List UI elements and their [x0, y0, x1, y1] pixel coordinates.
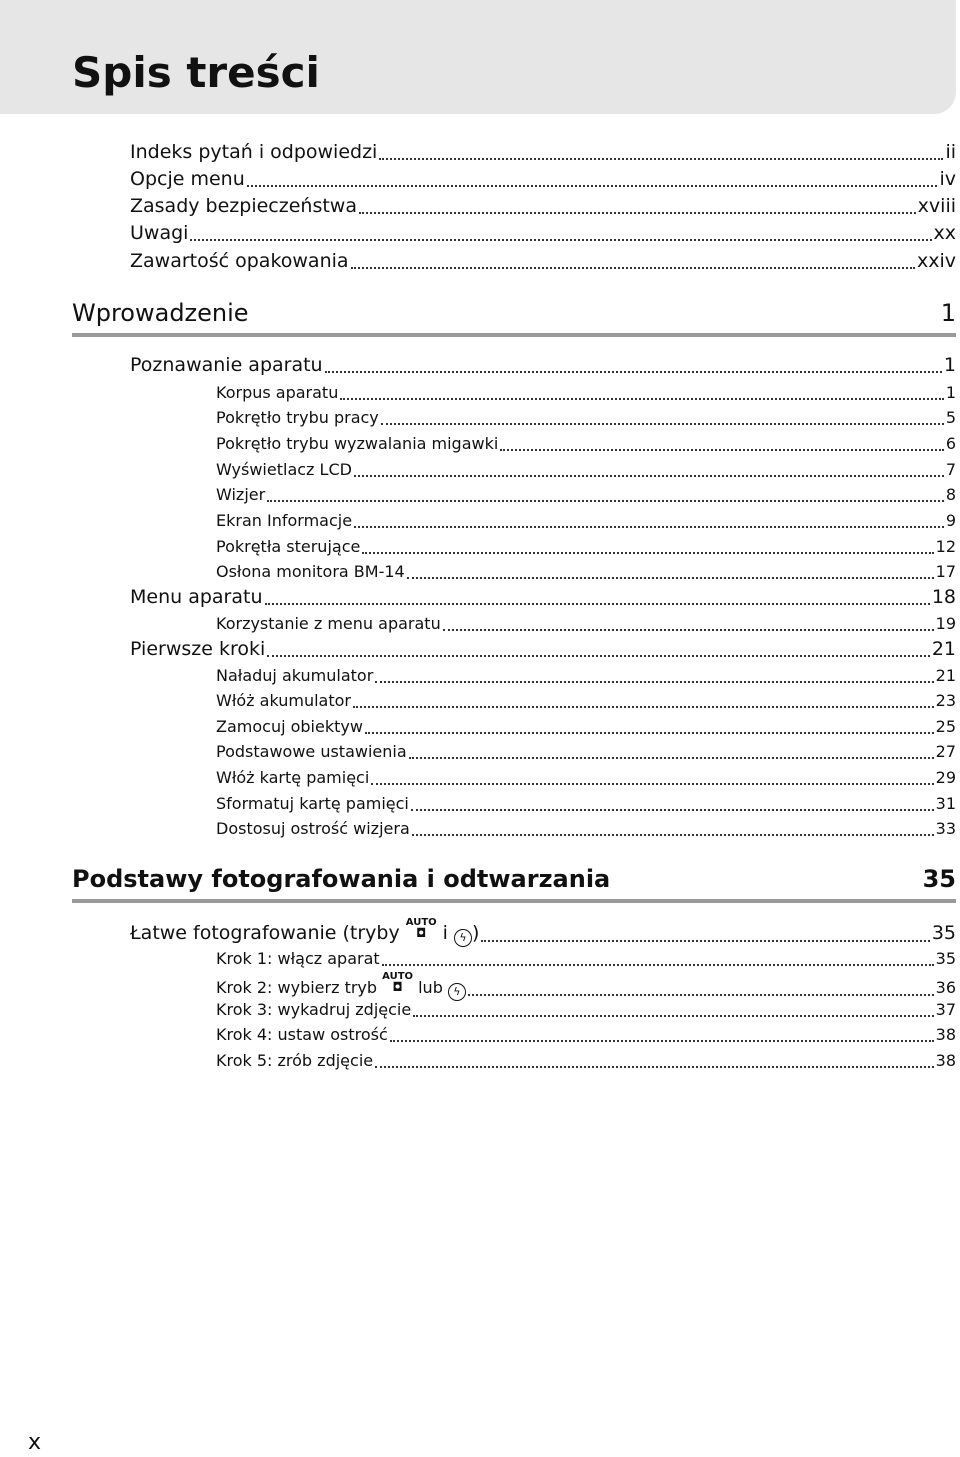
- label-text: ): [472, 922, 480, 944]
- toc-subentry[interactable]: [216, 509, 956, 533]
- toc-entry-label: Ekran Informacje: [216, 511, 353, 530]
- label-text: i: [436, 922, 454, 944]
- toc-entry[interactable]: [130, 166, 956, 192]
- title-banner: [0, 0, 956, 114]
- toc-entry-label: Pierwsze kroki: [130, 638, 266, 660]
- leader-dots: [190, 239, 931, 241]
- toc-entry-label: Pokrętło trybu pracy: [216, 408, 379, 427]
- toc-entry[interactable]: [130, 352, 956, 378]
- auto-mode-icon: AUTO ◘: [405, 918, 437, 940]
- leader-dots: [443, 629, 934, 631]
- leader-dots: [353, 706, 934, 708]
- toc-entry-label: [216, 972, 466, 1001]
- toc-entry[interactable]: [130, 139, 956, 165]
- leader-dots: [340, 398, 943, 400]
- toc-subentry[interactable]: [216, 381, 956, 405]
- auto-icon-text: AUTO: [405, 918, 437, 928]
- toc-entry-page: 25: [935, 717, 956, 736]
- toc-entry-page: 5: [945, 408, 956, 427]
- toc-subentry[interactable]: [216, 406, 956, 430]
- auto-icon-text: AUTO: [382, 972, 414, 982]
- toc-entry-label: Naładuj akumulator: [216, 666, 374, 685]
- toc-entry-page: xxiv: [916, 250, 956, 272]
- leader-dots: [407, 577, 934, 579]
- toc-subentry[interactable]: [216, 612, 956, 636]
- no-flash-icon: ϟ: [448, 983, 466, 1001]
- toc-entry-label: Osłona monitora BM-14: [216, 562, 405, 581]
- toc-entry-label: Korpus aparatu: [216, 383, 339, 402]
- toc-subentry[interactable]: [216, 483, 956, 507]
- toc-subentry[interactable]: [216, 1023, 956, 1047]
- toc-entry-label: Pokrętło trybu wyzwalania migawki: [216, 434, 499, 453]
- leader-dots: [365, 732, 934, 734]
- toc-entry-label: Poznawanie aparatu: [130, 354, 323, 376]
- toc-entry[interactable]: [130, 584, 956, 610]
- leader-dots: [382, 964, 934, 966]
- toc-entry-label: Uwagi: [130, 222, 189, 244]
- toc-entry-page: xviii: [917, 195, 956, 217]
- leader-dots: [371, 783, 933, 785]
- toc-subentry[interactable]: [216, 689, 956, 713]
- leader-dots: [468, 994, 934, 996]
- section-title: Wprowadzenie: [72, 299, 249, 327]
- toc-subentry[interactable]: [216, 560, 956, 584]
- leader-dots: [267, 500, 944, 502]
- leader-dots: [267, 655, 930, 657]
- toc-entry[interactable]: [130, 636, 956, 662]
- auto-mode-icon: AUTO ◘: [382, 972, 414, 994]
- toc-entry-label: Krok 5: zrób zdjęcie: [216, 1051, 374, 1070]
- section-page: 35: [922, 865, 956, 893]
- leader-dots: [354, 475, 944, 477]
- toc-entry-page: 29: [935, 768, 956, 787]
- toc-entry-label: Zasady bezpieczeństwa: [130, 195, 357, 217]
- toc-subentry[interactable]: [216, 664, 956, 688]
- toc-entry-page: 27: [935, 742, 956, 761]
- leader-dots: [411, 809, 934, 811]
- toc-entry-page: 9: [945, 511, 956, 530]
- toc-entry-page: 1: [945, 383, 956, 402]
- leader-dots: [375, 1066, 934, 1068]
- toc-entry-page: 23: [935, 691, 956, 710]
- toc-entry-label: Krok 1: włącz aparat: [216, 949, 380, 968]
- leader-dots: [265, 603, 930, 605]
- toc-entry-page: 6: [945, 434, 956, 453]
- toc-entry-label: [130, 918, 479, 947]
- leader-dots: [247, 185, 938, 187]
- toc-entry-page: 35: [931, 922, 956, 944]
- toc-entry-label: Korzystanie z menu aparatu: [216, 614, 441, 633]
- leader-dots: [354, 526, 944, 528]
- toc-subentry[interactable]: [216, 740, 956, 764]
- leader-dots: [325, 371, 942, 373]
- section-page: 1: [940, 299, 956, 327]
- toc-entry-page: 38: [935, 1025, 956, 1044]
- label-text: Krok 2: wybierz tryb: [216, 978, 383, 997]
- toc-entry-label: Dostosuj ostrość wizjera: [216, 819, 410, 838]
- toc-entry-page: xx: [933, 222, 956, 244]
- section-title: Podstawy fotografowania i odtwarzania: [72, 865, 611, 893]
- leader-dots: [381, 423, 944, 425]
- toc-entry-page: 1: [943, 354, 956, 376]
- toc-entry[interactable]: [130, 193, 956, 219]
- leader-dots: [375, 681, 933, 683]
- toc-subentry[interactable]: [216, 947, 956, 971]
- toc-entry-label: Wizjer: [216, 485, 266, 504]
- section-heading[interactable]: [72, 859, 956, 903]
- toc-entry-label: Krok 3: wykadruj zdjęcie: [216, 1000, 412, 1019]
- leader-dots: [379, 158, 943, 160]
- toc-entry-page: 18: [931, 586, 956, 608]
- page-number: x: [28, 1430, 42, 1455]
- toc-entry-page: 12: [935, 537, 956, 556]
- toc-entry-label: Menu aparatu: [130, 586, 263, 608]
- toc-entry-page: 8: [945, 485, 956, 504]
- toc-entry-label: Włóż akumulator: [216, 691, 351, 710]
- toc-entry-page: 33: [935, 819, 956, 838]
- toc-entry-page: 36: [935, 978, 956, 997]
- leader-dots: [362, 552, 933, 554]
- leader-dots: [351, 267, 915, 269]
- toc-entry-label: Zamocuj obiektyw: [216, 717, 363, 736]
- toc-entry-page: 35: [935, 949, 956, 968]
- toc-subentry[interactable]: [216, 458, 956, 482]
- leader-dots: [409, 757, 934, 759]
- toc-subentry[interactable]: [216, 766, 956, 790]
- toc-entry-label: Indeks pytań i odpowiedzi: [130, 141, 378, 163]
- leader-dots: [390, 1040, 934, 1042]
- leader-dots: [413, 1015, 933, 1017]
- toc-entry[interactable]: [130, 918, 956, 947]
- label-text: lub: [413, 978, 448, 997]
- toc-entry-label: Pokrętła sterujące: [216, 537, 361, 556]
- toc-entry-label: Podstawowe ustawienia: [216, 742, 407, 761]
- toc-entry-page: 21: [931, 638, 956, 660]
- toc-subentry[interactable]: [216, 1049, 956, 1073]
- toc-entry-page: iv: [939, 168, 956, 190]
- toc-entry-page: ii: [945, 141, 956, 163]
- toc-subentry[interactable]: [216, 535, 956, 559]
- section-heading[interactable]: [72, 293, 956, 337]
- no-flash-icon: ϟ: [454, 929, 472, 947]
- toc-entry-page: 31: [935, 794, 956, 813]
- toc-entry-page: 17: [935, 562, 956, 581]
- leader-dots: [481, 940, 929, 942]
- toc-subentry[interactable]: [216, 998, 956, 1022]
- toc-subentry[interactable]: [216, 972, 956, 1001]
- toc-entry-page: 19: [935, 614, 956, 633]
- toc-entry-label: Wyświetlacz LCD: [216, 460, 352, 479]
- page-title: Spis treści: [72, 48, 320, 97]
- toc-entry-page: 7: [945, 460, 956, 479]
- leader-dots: [412, 834, 934, 836]
- toc-entry-page: 21: [935, 666, 956, 685]
- toc-entry[interactable]: [130, 220, 956, 246]
- leader-dots: [500, 449, 944, 451]
- toc-entry-label: Krok 4: ustaw ostrość: [216, 1025, 388, 1044]
- toc-entry[interactable]: [130, 248, 956, 274]
- toc-subentry[interactable]: [216, 715, 956, 739]
- toc-entry-label: Sformatuj kartę pamięci: [216, 794, 409, 813]
- toc-entry-page: 37: [935, 1000, 956, 1019]
- toc-subentry[interactable]: [216, 792, 956, 816]
- toc-entry-label: Opcje menu: [130, 168, 245, 190]
- toc-entry-page: 38: [935, 1051, 956, 1070]
- toc-subentry[interactable]: [216, 432, 956, 456]
- toc-subentry[interactable]: [216, 817, 956, 841]
- toc-entry-label: Zawartość opakowania: [130, 250, 349, 272]
- toc-entry-label: Włóż kartę pamięci: [216, 768, 370, 787]
- leader-dots: [359, 212, 916, 214]
- label-text: Łatwe fotografowanie (tryby: [130, 922, 406, 944]
